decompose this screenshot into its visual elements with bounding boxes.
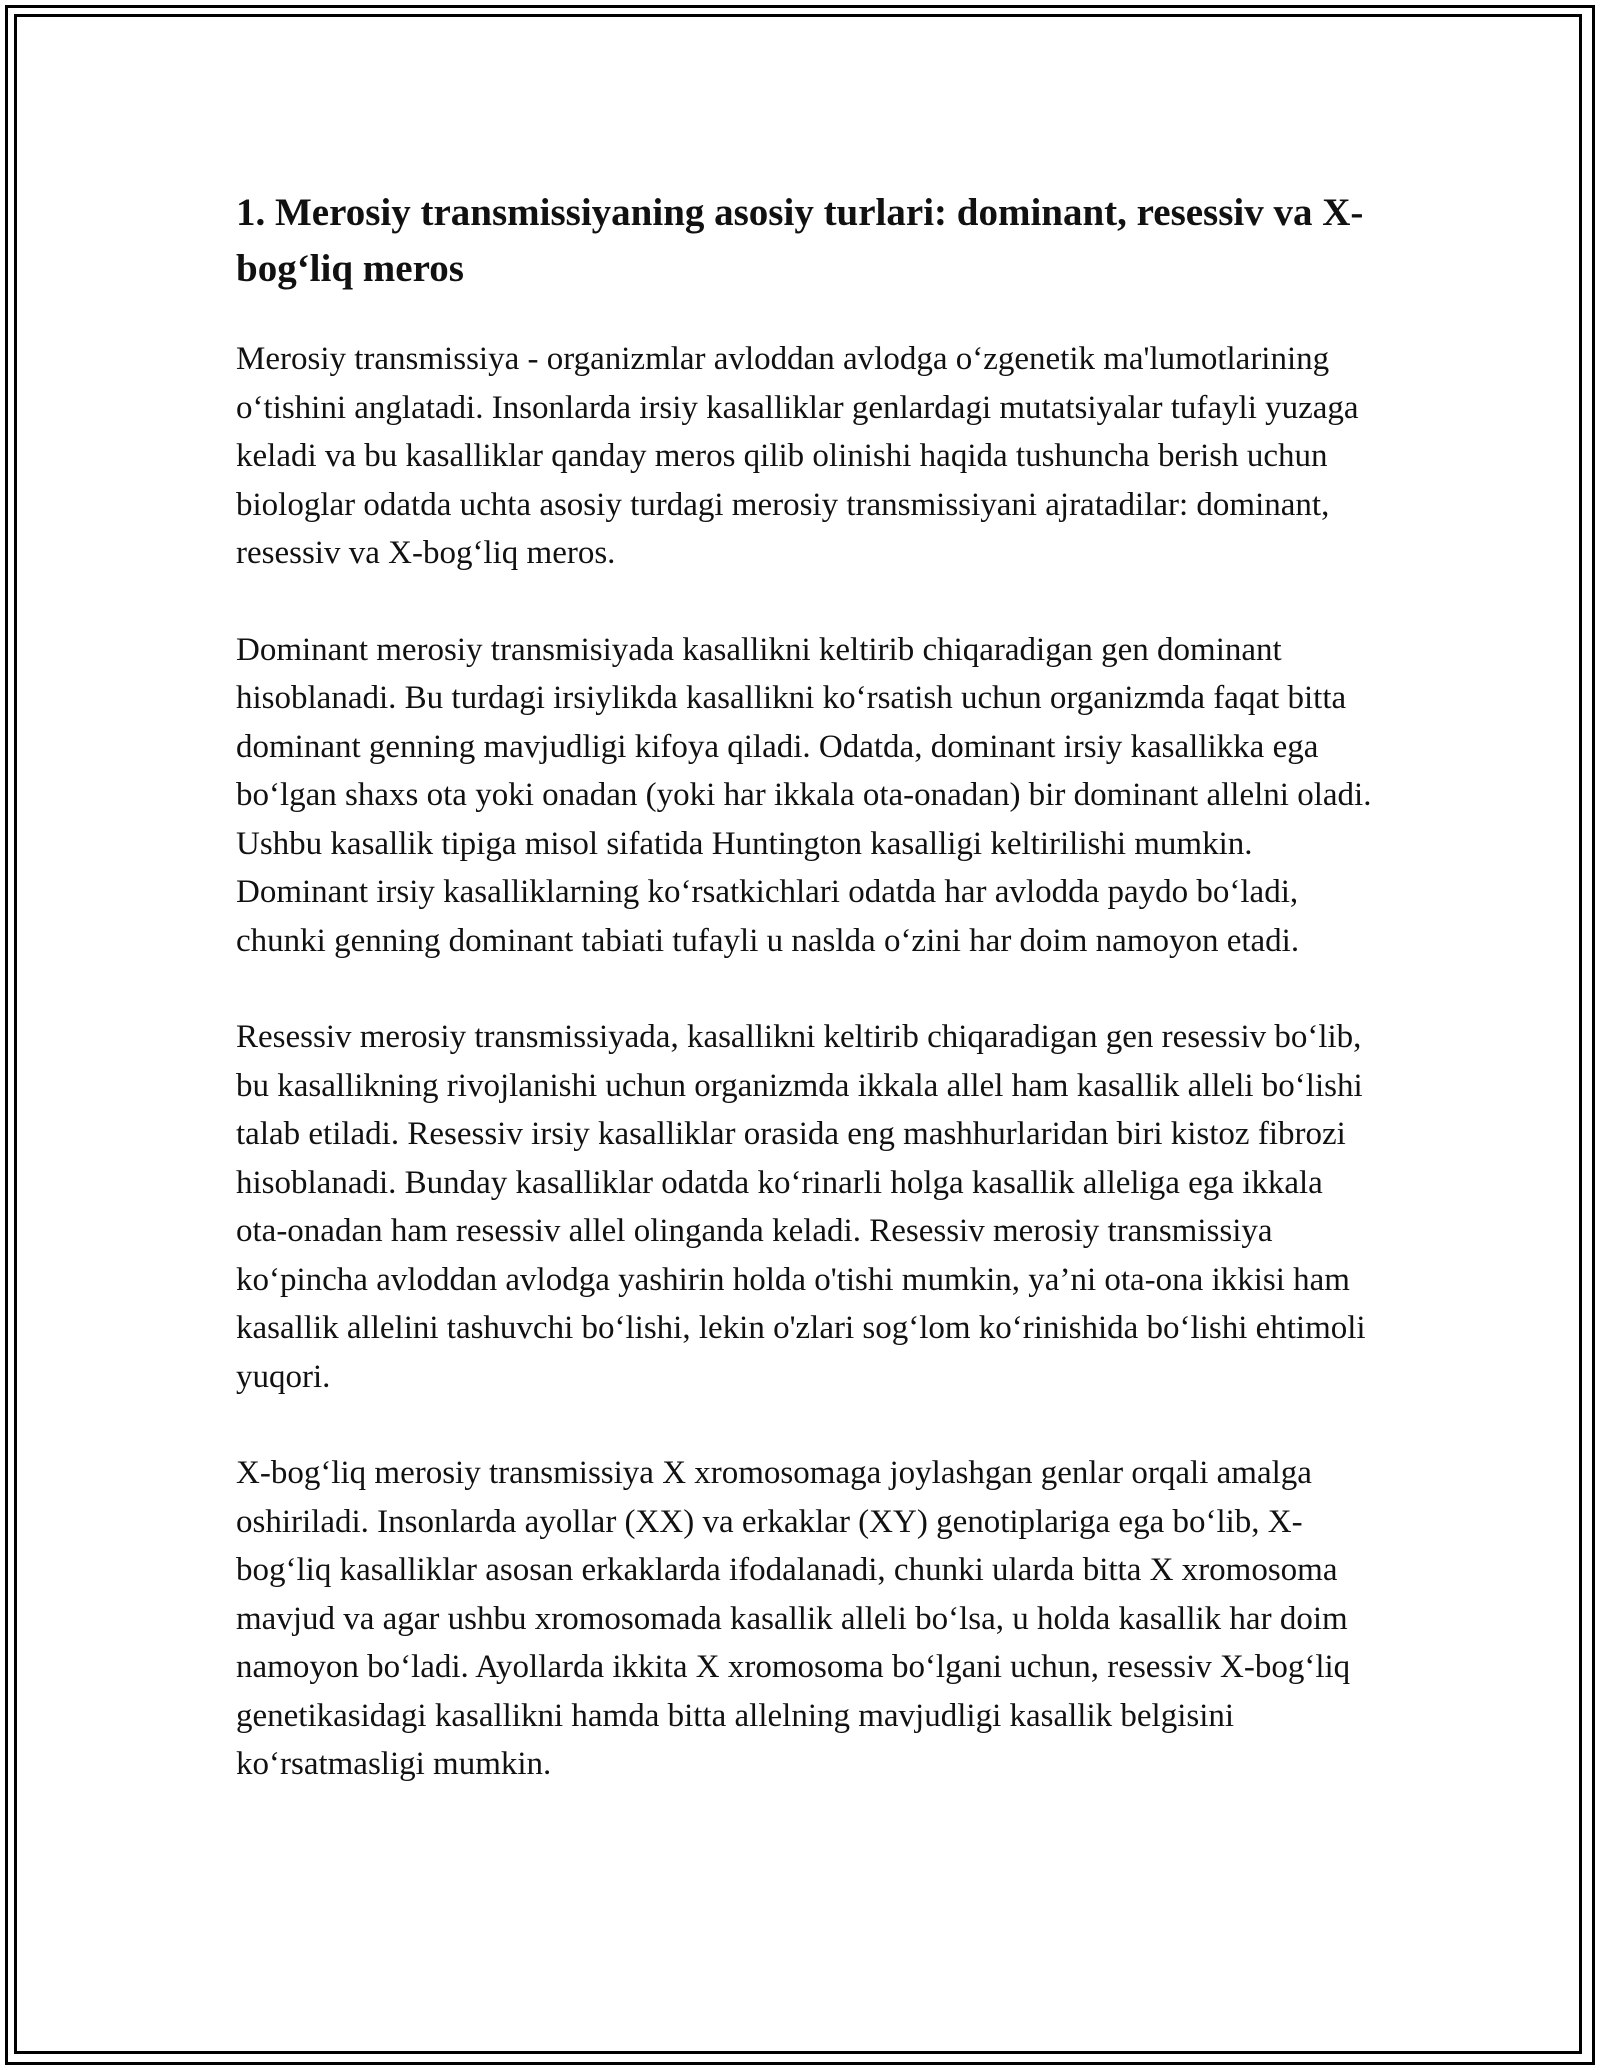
paragraph-x-linked: X-bog‘liq merosiy transmissiya X xromosomaga joylashgan genlar orqali amalga oshiriladi. Insonlarda ayollar (XX) va erkaklar (XY) genotiplariga ega bo‘lib, X-bog‘liq kasalliklar asosan erkaklarda ifodalanadi, chunki ularda bitta X xromosoma mavjud va agar ushbu xromosomada kasallik alleli bo‘lsa, u holda kasallik har doim namoyon bo‘ladi. Ayollarda ikkita X xromosoma bo‘lgani uchun, resessiv X-bog‘liq genetikasidagi kasallikni hamda bitta allelning mavjudligi kasallik belgisini ko‘rsatmasligi mumkin.: [236, 1455, 1351, 1782]
paragraph-intro: Merosiy transmissiya - organizmlar avloddan avlodga o‘zgenetik ma'lumotlarining o‘tishini anglatadi. Insonlarda irsiy kasalliklar genlardagi mutatsiyalar tufayli yuzaga keladi va bu kasalliklar qanday meros qilib olinishi haqida tushuncha berish uchun biologlar odatda uchta asosiy turdagi merosiy transmissiyani ajratadilar: dominant, resessiv va X-bog‘liq meros.: [236, 341, 1359, 571]
section-title: 1. Merosiy transmissiyaning asosiy turlari: dominant, resessiv va X-bog‘liq meros: [236, 191, 1364, 290]
paragraph-dominant: Dominant merosiy transmisiyada kasallikni keltirib chiqaradigan gen dominant hisoblanadi. Bu turdagi irsiylikda kasallikni ko‘rsatish uchun organizmda faqat bitta dominant genning mavjudligi kifoya qiladi. Odatda, dominant irsiy kasallikka ega bo‘lgan shaxs ota yoki onadan (yoki har ikkala ota-onadan) bir dominant allelni oladi. Ushbu kasallik tipiga misol sifatida Huntington kasalligi keltirilishi mumkin. Dominant irsiy kasalliklarning ko‘rsatkichlari odatda har avlodda paydo bo‘ladi, chunki genning dominant tabiati tufayli u naslda o‘zini har doim namoyon etadi.: [236, 631, 1372, 959]
paragraph-recessive: Resessiv merosiy transmissiyada, kasallikni keltirib chiqaradigan gen resessiv bo‘lib, bu kasallikning rivojlanishi uchun organizmda ikkala allel ham kasallik alleli bo‘lishi talab etiladi. Resessiv irsiy kasalliklar orasida eng mashhurlaridan biri kistoz fibrozi hisoblanadi. Bunday kasalliklar odatda ko‘rinarli holga kasallik alleliga ega ikkala ota-onadan ham resessiv allel olinganda keladi. Resessiv merosiy transmissiya ko‘pincha avloddan avlodga yashirin holda o'tishi mumkin, ya’ni ota-ona ikkisi ham kasallik allelini tashuvchi bo‘lishi, lekin o'zlari sog‘lom ko‘rinishida bo‘lishi ehtimoli yuqori.: [236, 1019, 1366, 1395]
document-body: [236, 185, 1381, 1837]
